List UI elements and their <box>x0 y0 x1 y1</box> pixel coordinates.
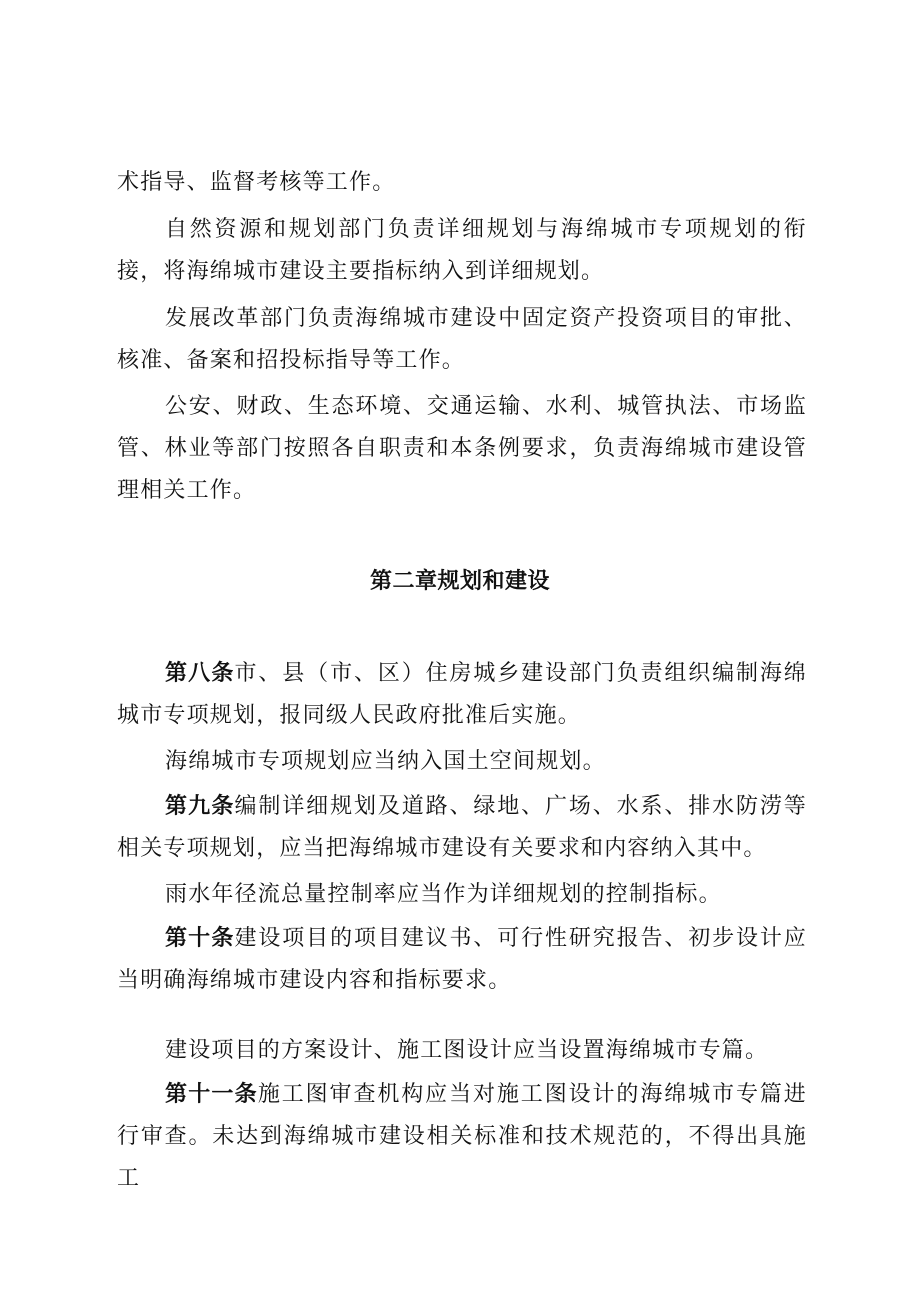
paragraph-text: 公安、财政、生态环境、交通运输、水利、城管执法、市场监管、林业等部门按照各自职责和本条例要求，负责海绵城市建设管理相关工作。 <box>117 394 807 503</box>
article-number: 第十条 <box>165 926 235 951</box>
article-10-clause-2 <box>117 1030 807 1072</box>
article-8 <box>117 653 807 737</box>
article-text: 建设项目的方案设计、施工图设计应当设置海绵城市专篇。 <box>165 1038 769 1063</box>
article-9 <box>117 786 807 870</box>
article-text: 编制详细规划及道路、绿地、广场、水系、排水防涝等相关专项规划，应当把海绵城市建设有关要求和内容纳入其中。 <box>117 794 807 861</box>
article-text: 施工图审查机构应当对施工图设计的海绵城市专篇进行审查。未达到海绵城市建设相关标准和技术规范的，不得出具施工 <box>117 1082 807 1191</box>
article-text: 建设项目的项目建议书、可行性研究报告、初步设计应当明确海绵城市建设内容和指标要求。 <box>117 926 807 993</box>
paragraph-natural-resources <box>117 209 807 293</box>
article-number: 第八条 <box>165 661 235 686</box>
article-text: 市、县（市、区）住房城乡建设部门负责组织编制海绵城市专项规划，报同级人民政府批准后实施。 <box>117 661 807 728</box>
article-11 <box>117 1074 807 1200</box>
article-text: 海绵城市专项规划应当纳入国土空间规划。 <box>165 749 606 774</box>
paragraph-continuation <box>117 162 807 204</box>
article-8-clause-2 <box>117 741 807 783</box>
article-number: 第九条 <box>165 794 235 819</box>
paragraph-text: 术指导、监督考核等工作。 <box>117 170 396 195</box>
chapter-title: 第二章规划和建设 <box>369 569 550 594</box>
article-text: 雨水年径流总量控制率应当作为详细规划的控制指标。 <box>165 882 722 907</box>
paragraph-text: 自然资源和规划部门负责详细规划与海绵城市专项规划的衔接，将海绵城市建设主要指标纳入到详细规划。 <box>117 217 807 284</box>
article-9-clause-2 <box>117 874 807 916</box>
paragraph-development-reform <box>117 298 807 382</box>
paragraph-other-departments <box>117 386 807 512</box>
article-number: 第十一条 <box>165 1082 258 1107</box>
article-10 <box>117 918 807 1002</box>
paragraph-text: 发展改革部门负责海绵城市建设中固定资产投资项目的审批、核准、备案和招投标指导等工作。 <box>117 306 807 373</box>
